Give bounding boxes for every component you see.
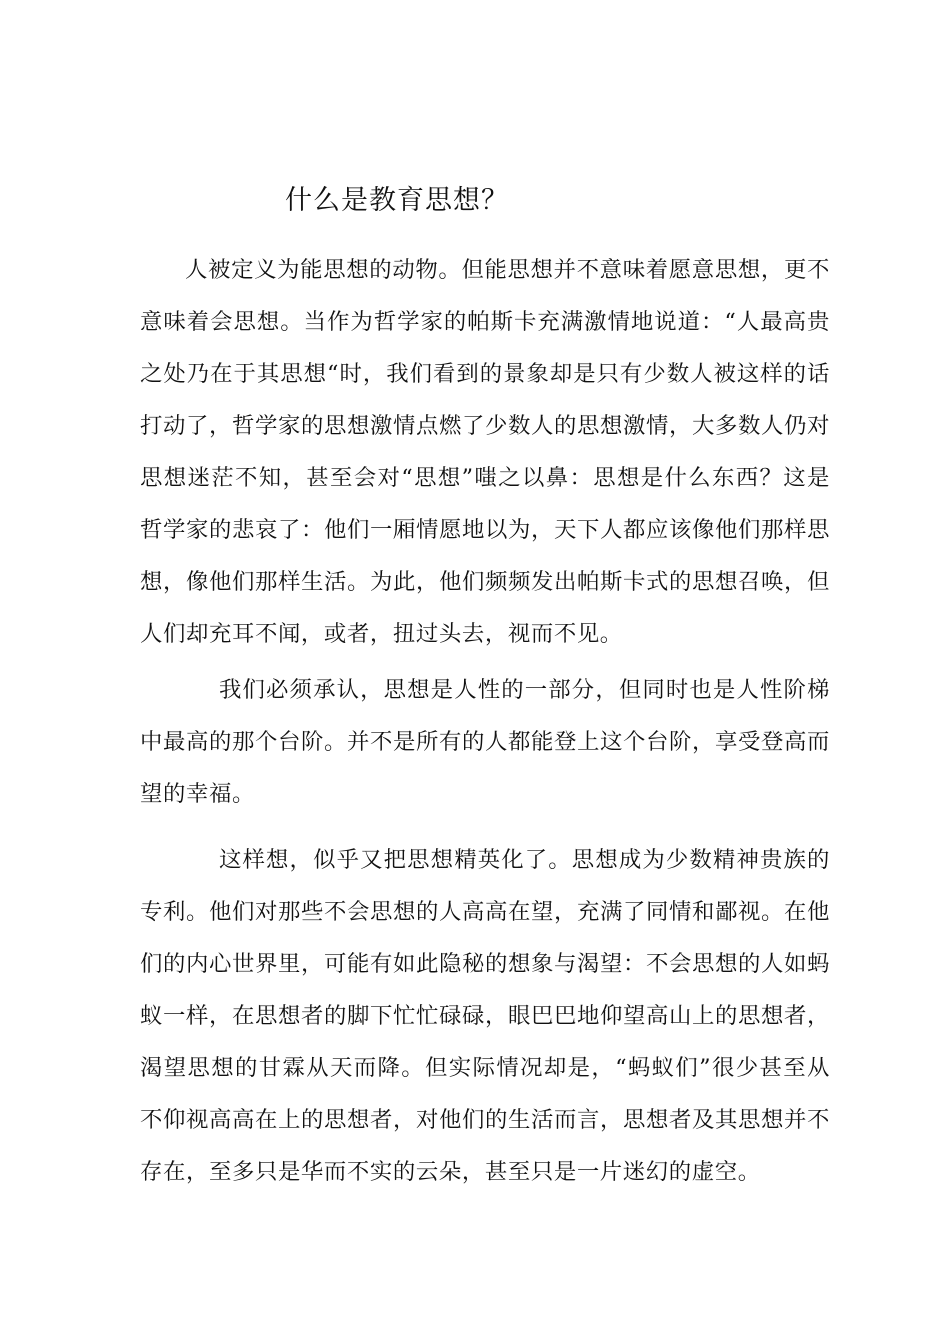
paragraph-3: 这样想，似乎又把思想精英化了。思想成为少数精神贵族的专利。他们对那些不会思想的人高高在望，充满了同情和鄙视。在他们的内心世界里，可能有如此隐秘的想象与渴望：不会思想的人如蚂蚁一样，在思想者的脚下忙忙碌碌，眼巴巴地仰望高山上的思想者，渴望思想的甘霖从天而降。但实际情况却是，“蚂蚁们”很少甚至从不仰视高高在上的思想者，对他们的生活而言，思想者及其思想并不存在，至多只是华而不实的云朵，甚至只是一片迷幻的虚空。 xyxy=(140,847,830,1185)
paragraph-2: 我们必须承认，思想是人性的一部分，但同时也是人性阶梯中最高的那个台阶。并不是所有的人都能登上这个台阶，享受登高而望的幸福。 xyxy=(140,677,830,807)
paragraph-1: 人被定义为能思想的动物。但能思想并不意味着愿意思想，更不意味着会思想。当作为哲学家的帕斯卡充满激情地说道：“人最高贵之处乃在于其思想“时，我们看到的景象却是只有少数人被这样的话打动了，哲学家的思想激情点燃了少数人的思想激情，大多数人仍对思想迷茫不知，甚至会对“思想”嗤之以鼻：思想是什么东西？这是哲学家的悲哀了：他们一厢情愿地以为，天下人都应该像他们那样思想，像他们那样生活。为此，他们频频发出帕斯卡式的思想召唤，但人们却充耳不闻，或者，扭过头去，视而不见。 xyxy=(140,257,830,647)
document-title: 什么是教育思想？ xyxy=(285,185,509,216)
